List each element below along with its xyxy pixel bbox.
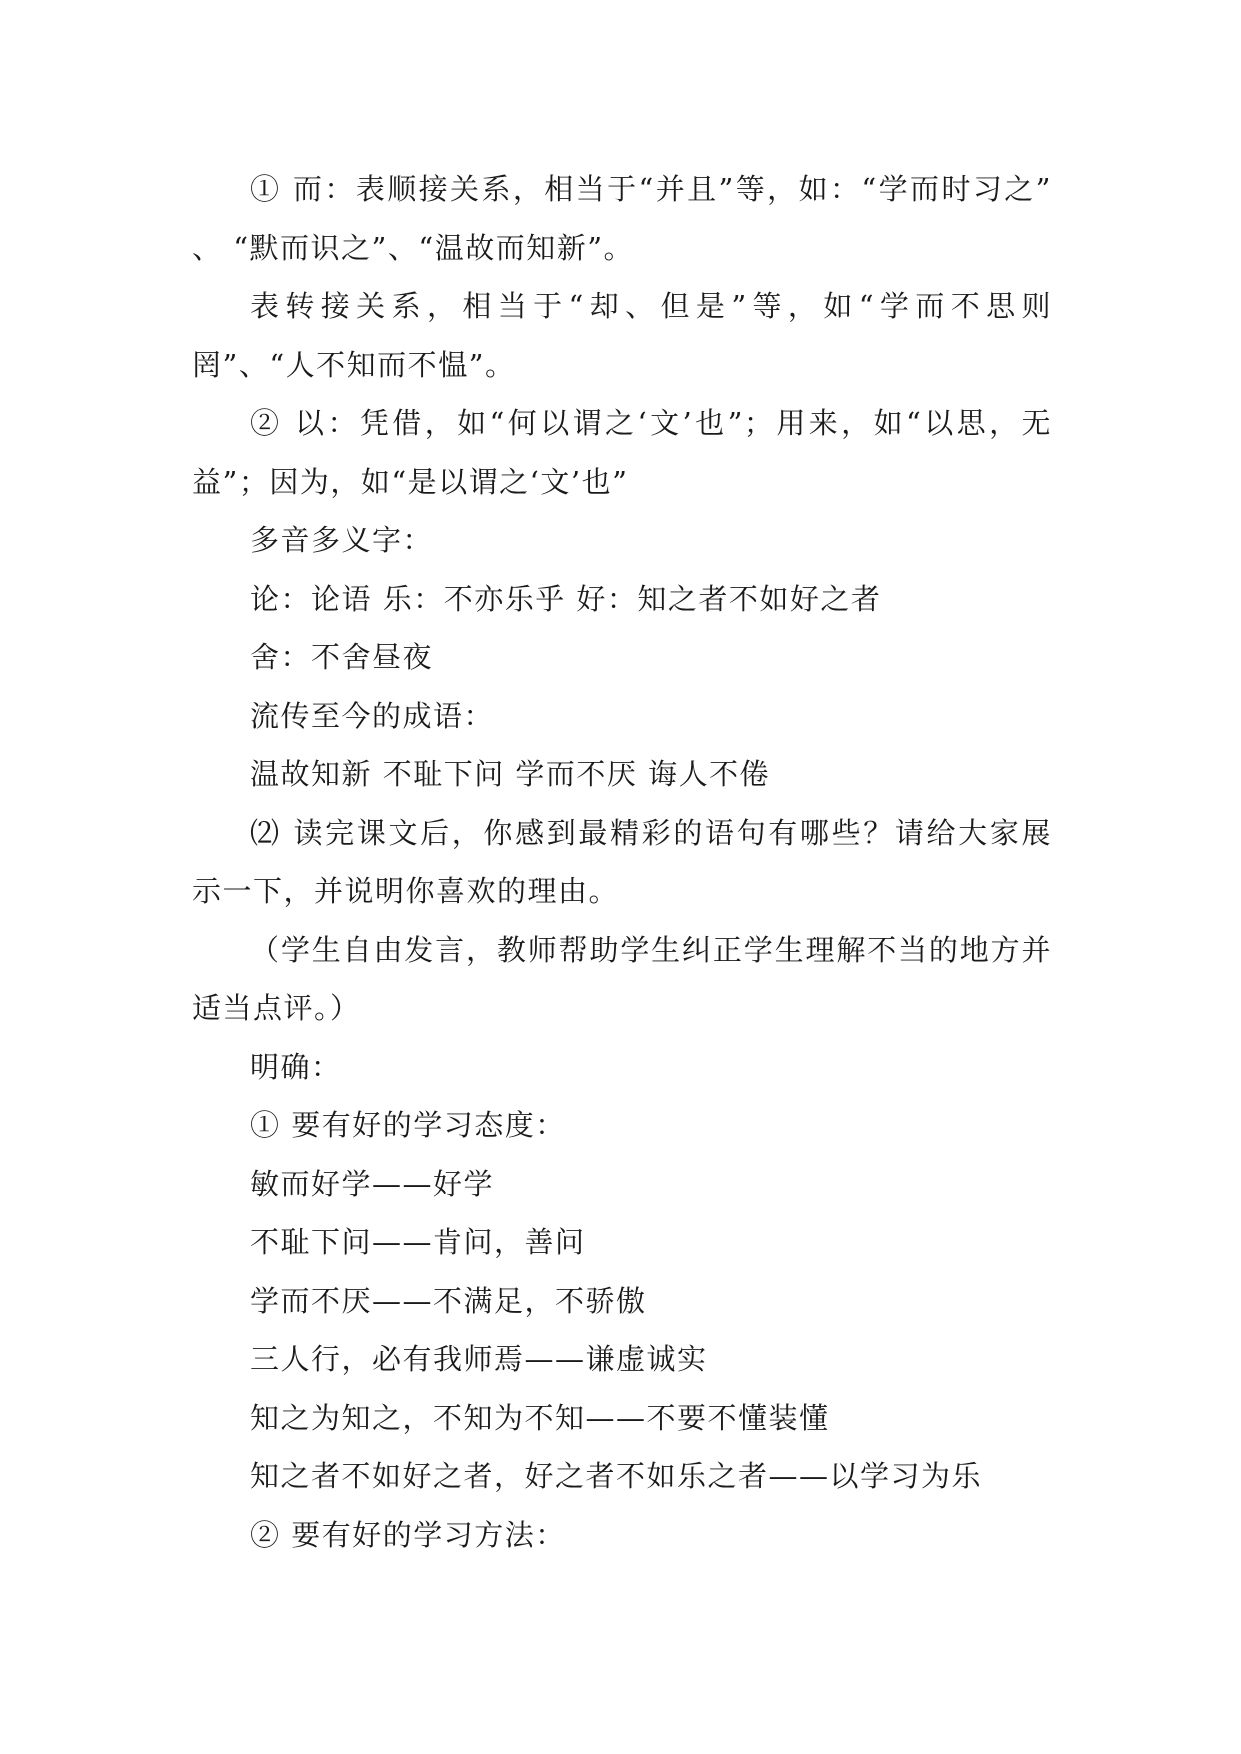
list-item-minerhaoxue: 敏而好学——好学 (250, 1166, 495, 1201)
paragraph-chengyu-list: 温故知新 不耻下问 学而不厌 诲人不倦 (250, 757, 771, 791)
heading-duoyin-duoyi: 多音多义字： (250, 523, 434, 557)
heading-chengyu: 流传至今的成语： (250, 698, 495, 733)
list-item-zhizhizhe: 知之者不如好之者，好之者不如乐之者——以学习为乐 (250, 1459, 983, 1493)
heading-xuexi-taidu: ① 要有好的学习态度： (250, 1108, 566, 1142)
document-page (192, 160, 1052, 1564)
list-item-buchixiawen: 不耻下问——肯问，善问 (250, 1225, 586, 1259)
heading-mingque: 明确： (250, 1049, 342, 1084)
list-item-xueerbuyan: 学而不厌——不满足，不骄傲 (250, 1283, 647, 1318)
paragraph-er-shunjie: ① 而：表顺接关系，相当于“并且”等，如：“学而时习之” 、 “默而识之”、“温故而知新”。 (192, 172, 1052, 265)
list-item-zhizhiweizhizhi: 知之为知之，不知为不知——不要不懂装懂 (250, 1400, 830, 1435)
paragraph-student-discussion: （学生自由发言，教师帮助学生纠正学生理解不当的地方并适当点评。） (192, 932, 1052, 1025)
paragraph-lun-le-hao: 论：论语 乐：不亦乐乎 好：知之者不如好之者 (250, 581, 882, 616)
paragraph-question-2: ⑵ 读完课文后，你感到最精彩的语句有哪些？请给大家展示一下，并说明你喜欢的理由。 (192, 815, 1052, 908)
paragraph-she: 舍：不舍昼夜 (250, 640, 434, 674)
heading-xuexi-fangfa: ② 要有好的学习方法： (250, 1517, 566, 1552)
paragraph-er-zhuanjie: 表转接关系，相当于“却、但是”等，如“学而不思则罔”、“人不知而不愠”。 (192, 289, 1052, 382)
list-item-sanrenxing: 三人行，必有我师焉——谦虚诚实 (250, 1342, 708, 1376)
paragraph-yi: ② 以：凭借，如“何以谓之‘文’也”；用来，如“以思，无益”；因为，如“是以谓之‘文’也” (192, 406, 1052, 499)
